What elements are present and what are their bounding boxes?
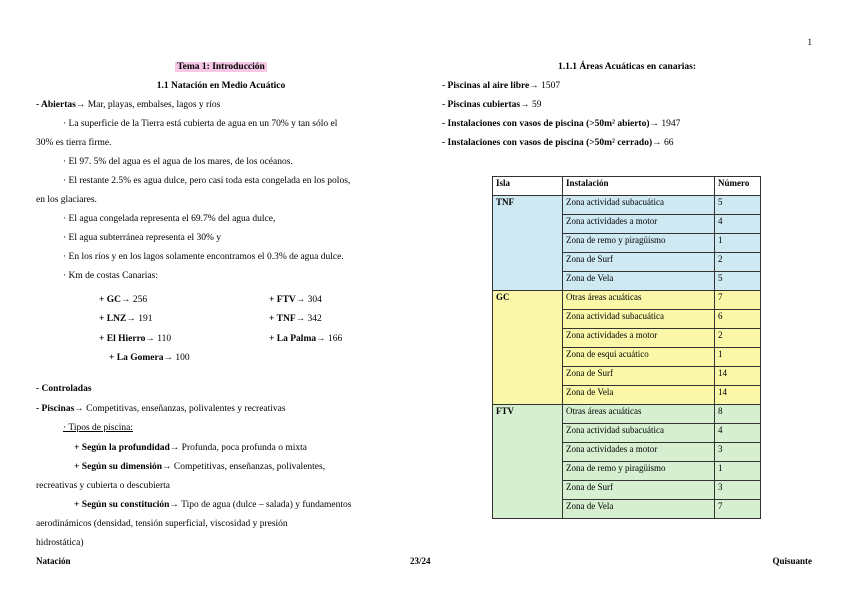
bullet-1: · La superficie de la Tierra está cubierta de agua en un 70% y tan sólo el bbox=[63, 119, 338, 129]
constitucion-line: + Según su constitución→ Tipo de agua (dulce – salada) y fundamentos bbox=[74, 500, 352, 510]
cell-numero: 2 bbox=[715, 329, 761, 348]
table-row bbox=[493, 196, 761, 215]
areas-table bbox=[492, 176, 761, 519]
cell-numero: 4 bbox=[715, 215, 761, 234]
page-number: 1 bbox=[807, 37, 812, 47]
header-isla: Isla bbox=[493, 177, 563, 196]
section-title: Tema 1: Introducción bbox=[177, 62, 265, 72]
stat-vasos-abierto: - Instalaciones con vasos de piscina (>50m² abierto)→ 1947 bbox=[442, 119, 681, 129]
piscinas-line: - Piscinas→ Competitivas, enseñanzas, polivalentes y recreativas bbox=[36, 404, 286, 414]
cell-instalacion: Zona de Surf bbox=[563, 253, 715, 272]
coast-lnz: + LNZ→ 191 bbox=[99, 314, 153, 324]
cell-isla: FTV bbox=[493, 405, 563, 519]
cell-numero: 5 bbox=[715, 196, 761, 215]
cell-instalacion: Zona actividad subacuática bbox=[563, 196, 715, 215]
dimension-line: + Según su dimensión→ Competitivas, enseñanzas, polivalentes, bbox=[74, 462, 326, 472]
table-body bbox=[493, 196, 761, 519]
cell-instalacion: Zona actividades a motor bbox=[563, 329, 715, 348]
cell-numero: 2 bbox=[715, 253, 761, 272]
stat-aire-libre: - Piscinas al aire libre→ 1507 bbox=[442, 81, 561, 91]
coast-tnf: + TNF→ 342 bbox=[269, 314, 322, 324]
stat-cubiertas: - Piscinas cubiertas→ 59 bbox=[442, 100, 542, 110]
cell-numero: 1 bbox=[715, 462, 761, 481]
table-header-row bbox=[493, 177, 761, 196]
coast-el-hierro: + El Hierro→ 110 bbox=[99, 334, 172, 344]
bullet-5: · El agua subterránea representa el 30% y bbox=[63, 233, 221, 243]
cell-instalacion: Zona de Vela bbox=[563, 500, 715, 519]
bullet-1-cont: 30% es tierra firme. bbox=[36, 138, 112, 148]
controladas-heading: - Controladas bbox=[36, 384, 92, 394]
tipos-piscina: · Tipos de piscina: bbox=[63, 423, 133, 433]
cell-instalacion: Zona de Surf bbox=[563, 481, 715, 500]
footer-left: Natación bbox=[36, 556, 71, 566]
profundidad-line: + Según la profundidad→ Profunda, poca profunda o mixta bbox=[74, 443, 307, 453]
cell-numero: 4 bbox=[715, 424, 761, 443]
cell-numero: 7 bbox=[715, 500, 761, 519]
cell-numero: 1 bbox=[715, 348, 761, 367]
table-row bbox=[493, 405, 761, 424]
coast-la-palma: + La Palma→ 166 bbox=[269, 334, 343, 344]
cell-isla: TNF bbox=[493, 196, 563, 291]
cell-isla: GC bbox=[493, 291, 563, 405]
cell-instalacion: Zona de Vela bbox=[563, 386, 715, 405]
cell-numero: 3 bbox=[715, 481, 761, 500]
bullet-2: · El 97. 5% del agua es el agua de los mares, de los océanos. bbox=[63, 157, 293, 167]
cell-numero: 7 bbox=[715, 291, 761, 310]
header-instalacion: Instalación bbox=[563, 177, 715, 196]
cell-instalacion: Zona de remo y piragüismo bbox=[563, 462, 715, 481]
bullet-7: · Km de costas Canarias: bbox=[63, 271, 158, 281]
cell-numero: 8 bbox=[715, 405, 761, 424]
cell-numero: 6 bbox=[715, 310, 761, 329]
bullet-3-cont: en los glaciares. bbox=[36, 195, 97, 205]
header-numero: Número bbox=[715, 177, 761, 196]
section-title-wrap bbox=[36, 62, 406, 72]
cell-instalacion: Zona actividades a motor bbox=[563, 443, 715, 462]
dimension-cont: recreativas y cubierta o descubierta bbox=[36, 481, 170, 491]
cell-instalacion: Zona de remo y piragüismo bbox=[563, 234, 715, 253]
cell-instalacion: Otras áreas acuáticas bbox=[563, 291, 715, 310]
cell-numero: 5 bbox=[715, 272, 761, 291]
constitucion-cont-2: hidrostática) bbox=[36, 538, 84, 548]
coast-ftv: + FTV→ 304 bbox=[269, 295, 322, 305]
table-row bbox=[493, 291, 761, 310]
cell-instalacion: Zona de Vela bbox=[563, 272, 715, 291]
section-subtitle: 1.1 Natación en Medio Acuático bbox=[156, 81, 286, 91]
footer-center: 23/24 bbox=[410, 556, 431, 566]
cell-instalacion: Zona actividad subacuática bbox=[563, 424, 715, 443]
bullet-4: · El agua congelada representa el 69.7% del agua dulce, bbox=[63, 214, 276, 224]
cell-numero: 3 bbox=[715, 443, 761, 462]
cell-instalacion: Zona de esquí acuático bbox=[563, 348, 715, 367]
bullet-6: · En los ríos y en los lagos solamente encontramos el 0.3% de agua dulce. bbox=[63, 252, 344, 262]
cell-instalacion: Otras áreas acuáticas bbox=[563, 405, 715, 424]
cell-numero: 14 bbox=[715, 367, 761, 386]
coast-gc: + GC→ 256 bbox=[99, 295, 148, 305]
coast-la-gomera: + La Gomera→ 100 bbox=[109, 353, 190, 363]
bullet-3: · El restante 2.5% es agua dulce, pero casi toda esta congelada en los polos, bbox=[63, 176, 351, 186]
stat-vasos-cerrado: - Instalaciones con vasos de piscina (>50m² cerrado)→ 66 bbox=[442, 138, 674, 148]
cell-numero: 1 bbox=[715, 234, 761, 253]
areas-title: 1.1.1 Áreas Acuáticas en canarias: bbox=[557, 62, 697, 72]
cell-instalacion: Zona actividades a motor bbox=[563, 215, 715, 234]
cell-instalacion: Zona actividad subacuática bbox=[563, 310, 715, 329]
abiertas-line bbox=[36, 100, 220, 110]
constitucion-cont-1: aerodinámicos (densidad, tensión superficial, viscosidad y presión bbox=[36, 519, 288, 529]
cell-numero: 14 bbox=[715, 386, 761, 405]
footer-right: Quisuante bbox=[772, 556, 812, 566]
abiertas-label: - Abiertas→ bbox=[36, 100, 86, 110]
abiertas-text: Mar, playas, embalses, lagos y ríos bbox=[85, 100, 221, 110]
cell-instalacion: Zona de Surf bbox=[563, 367, 715, 386]
